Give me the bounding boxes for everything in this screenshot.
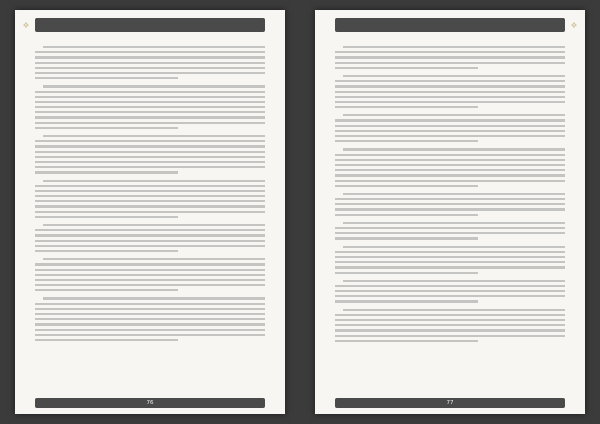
text-line [35, 185, 265, 187]
left-page-body [35, 46, 265, 392]
right-page [315, 10, 585, 414]
text-line [35, 166, 265, 168]
text-line [335, 56, 565, 58]
text-line [35, 234, 265, 236]
text-line [35, 140, 265, 142]
text-line [335, 125, 565, 127]
text-line [343, 222, 565, 224]
text-line [335, 232, 565, 234]
text-line [43, 258, 265, 260]
text-line [35, 211, 265, 213]
text-line [335, 329, 565, 331]
left-section-title [35, 35, 265, 43]
text-line [35, 216, 178, 218]
text-line [35, 190, 265, 192]
text-line [335, 227, 565, 229]
text-line [343, 46, 565, 48]
text-line [35, 250, 178, 252]
text-line [35, 116, 265, 118]
book-emblem-icon: ❖ [570, 20, 578, 30]
text-line [35, 289, 178, 291]
text-line [335, 319, 565, 321]
left-page [15, 10, 285, 414]
text-line [335, 208, 565, 210]
left-page-header [35, 18, 265, 32]
text-line [43, 297, 265, 299]
text-line [35, 200, 265, 202]
text-line [35, 313, 265, 315]
text-line [335, 256, 565, 258]
text-line [35, 111, 265, 113]
text-line [35, 308, 265, 310]
text-line [335, 174, 565, 176]
text-line [335, 67, 478, 69]
text-line [43, 135, 265, 137]
right-page-header [335, 18, 565, 32]
text-line [35, 279, 265, 281]
text-line [335, 159, 565, 161]
text-line [35, 96, 265, 98]
left-page-footer [35, 398, 265, 408]
text-line [335, 285, 565, 287]
text-line [343, 193, 565, 195]
left-page-number: 76 [146, 400, 154, 406]
text-line [335, 300, 478, 302]
text-line [35, 67, 265, 69]
text-line [335, 214, 478, 216]
text-line [335, 261, 565, 263]
text-line [35, 122, 265, 124]
text-line [35, 240, 265, 242]
text-line [35, 229, 265, 231]
text-line [43, 85, 265, 87]
text-line [335, 237, 478, 239]
text-line [335, 96, 565, 98]
text-line [35, 62, 265, 64]
text-line [335, 314, 565, 316]
text-line [35, 329, 265, 331]
text-line [335, 80, 565, 82]
text-line [335, 169, 565, 171]
text-line [35, 269, 265, 271]
text-line [335, 106, 478, 108]
text-line [335, 85, 565, 87]
right-page-body [335, 46, 565, 392]
text-line [35, 303, 265, 305]
text-line [35, 77, 178, 79]
text-line [35, 323, 265, 325]
text-line [35, 127, 178, 129]
text-line [335, 340, 478, 342]
text-line [35, 56, 265, 58]
text-line [35, 151, 265, 153]
text-line [335, 180, 565, 182]
text-line [335, 119, 565, 121]
text-line [343, 148, 565, 150]
text-line [335, 290, 565, 292]
right-page-number: 77 [446, 400, 454, 406]
text-line [35, 284, 265, 286]
text-line [335, 101, 565, 103]
text-line [335, 140, 478, 142]
text-line [335, 266, 565, 268]
right-page-footer [335, 398, 565, 408]
text-line [35, 106, 265, 108]
text-line [35, 156, 265, 158]
text-line [343, 114, 565, 116]
text-line [35, 101, 265, 103]
text-line [335, 295, 565, 297]
text-line [35, 51, 265, 53]
text-line [335, 272, 478, 274]
text-line [43, 46, 265, 48]
text-line [335, 203, 565, 205]
text-line [35, 334, 265, 336]
text-line [335, 91, 565, 93]
text-line [43, 180, 265, 182]
text-line [35, 245, 265, 247]
text-line [343, 246, 565, 248]
text-line [335, 198, 565, 200]
text-line [335, 51, 565, 53]
text-line [335, 135, 565, 137]
right-section-title [335, 35, 565, 43]
text-line [335, 335, 565, 337]
text-line [35, 195, 265, 197]
text-line [35, 274, 265, 276]
text-line [35, 263, 265, 265]
text-line [343, 280, 565, 282]
text-line [343, 309, 565, 311]
text-line [35, 205, 265, 207]
book-emblem-icon: ❖ [22, 20, 30, 30]
text-line [35, 161, 265, 163]
text-line [335, 62, 565, 64]
text-line [343, 75, 565, 77]
text-line [35, 145, 265, 147]
text-line [335, 154, 565, 156]
text-line [335, 185, 478, 187]
text-line [335, 164, 565, 166]
text-line [335, 251, 565, 253]
text-line [35, 91, 265, 93]
text-line [35, 171, 178, 173]
text-line [43, 224, 265, 226]
text-line [35, 72, 265, 74]
text-line [35, 318, 265, 320]
text-line [335, 324, 565, 326]
text-line [335, 130, 565, 132]
text-line [35, 339, 178, 341]
